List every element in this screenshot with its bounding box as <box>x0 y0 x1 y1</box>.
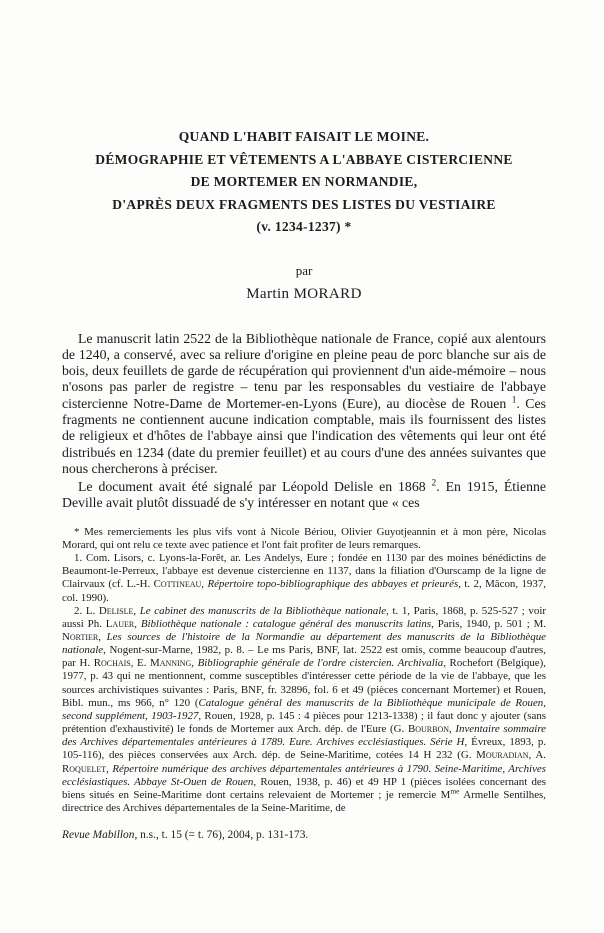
byline-par: par <box>295 262 313 278</box>
article-body <box>62 331 546 512</box>
title-line-1: QUAND L'HABIT FAISAIT LE MOINE. <box>178 129 430 144</box>
title-line-3: DE MORTEMER EN NORMANDIE, <box>190 174 418 189</box>
title-line-5: (v. 1234-1237) * <box>256 219 352 234</box>
title-line-2: DÉMOGRAPHIE ET VÊTEMENTS A L'ABBAYE CISTERCIENNE <box>95 151 513 167</box>
footnote-star: * Mes remerciements les plus vifs vont à Nicole Bériou, Olivier Guyotjeannin et à mon père, Nicolas Morard, qui ont relu ce texte avec patience et l'ont fait profiter de leurs remarques. <box>62 525 546 551</box>
author-name: Martin MORARD <box>246 285 362 302</box>
body-paragraph-1: Le manuscrit latin 2522 de la Bibliothèque nationale de France, copié aux alentours de 1240, a conservé, avec sa reliure d'origine en pleine peau de porc blanche sur ais de bois, deux feuillets de garde de récupération qui proviennent d'un aide-mémoire – nous n'osons pas parler de registre – tenu par les responsables du vestiaire de l'abbaye cistercienne Notre-Dame de Mortemer-en-Lyons (Eure), au diocèse de Rouen $^1$. Ces fragments ne contiennent aucune indication comptable, mais ils fournissent des listes de religieux et d'hôtes de l'abbaye ainsi que l'indication des vêtements qui leur ont été distribués en 1234 (date du premier feuillet) et au cours d'une des années suivantes que nous chercherons à préciser. <box>62 330 546 476</box>
article-title <box>62 126 546 239</box>
footnote-1: 1. Com. Lisors, c. Lyons-la-Forêt, ar. Les Andelys, Eure ; fondée en 1130 par des moines bénédictins de Beaumont-le-Perreux, l'abbaye est devenue cistercienne en 1137, dans la filiation d'Ourscamp de la ligne de Clairvaux (cf. L.-H. Cottineau, Répertoire topo-bibliographique des abbayes et prieurés, t. 2, Mâcon, 1937, col. 1990). <box>62 552 546 604</box>
footnotes-section <box>62 526 546 815</box>
body-paragraph-2: Le document avait été signalé par Léopold Delisle en 1868 $^2$. En 1915, Étienne Deville avait plutôt dissuadé de s'y intéresser en notant que « ces <box>62 478 546 511</box>
journal-citation: Revue Mabillon, n.s., t. 15 (= t. 76), 2004, p. 131-173. <box>62 829 309 842</box>
page-content <box>62 0 546 841</box>
title-line-4: D'APRÈS DEUX FRAGMENTS DES LISTES DU VESTIAIRE <box>112 196 496 212</box>
footnote-2: 2. L. Delisle, Le cabinet des manuscrits de la Bibliothèque nationale, t. 1, Paris, 1868, p. 525-527 ; voir aussi Ph. Lauer, Bibliothèque nationale : catalogue général des manuscrits latins, Paris, 1940, p. 501 ; M. Nortier, Les sources de l'histoire de la Normandie au département des manuscrits de la Bibliothèque nationale, Nogent-sur-Marne, 1982, p. 8. – Le ms Paris, BNF, lat. 2522 est omis, comme beaucoup d'autres, par H. Rochais, E. Manning, Bibliographie générale de l'ordre cistercien. Archivalia, Rochefort (Belgique), 1977, p. 43 qui ne mentionnent, comme susceptibles d'intéresser cette période de la vie de l'abbaye, que les sources archivistiques suivantes : Paris, BNF, fr. 32896, fol. 6 et 49 (pièces concernant Mortemer) et Rouen, Bibl. mun., ms 966, n° 120 (Catalogue général des manuscrits de la Bibliothèque municipale de Rouen, second supplément, 1903-1927, Rouen, 1928, p. 145 : 4 pièces pour 1213-1338) ; il faut donc y ajouter (sans prétention d'exhaustivité) le fonds de Mortemer aux Arch. dép. de l'Eure (G. Bourbon, Inventaire sommaire des Archives départementales antérieures à 1789. Eure. Archives ecclésiastiques. Série H, Évreux, 1893, p. 105-116), des pièces conservées aux Arch. dép. de Seine-Maritime, cotées 14 H 232 (G. Mouradian, A. Roquelet, Répertoire numérique des archives départementales antérieures à 1790. Seine-Maritime, Archives ecclésiastiques. Abbaye St-Ouen de Rouen, Rouen, 1938, p. 46) et 49 HP 1 (pièces isolées concernant des biens situés en Seine-Maritime dont certains relevaient de Mortemer ; je remercie $M^{me}$ Armelle Sentilhes, directrice des Archives départementales de la Seine-Maritime, de <box>62 604 547 815</box>
